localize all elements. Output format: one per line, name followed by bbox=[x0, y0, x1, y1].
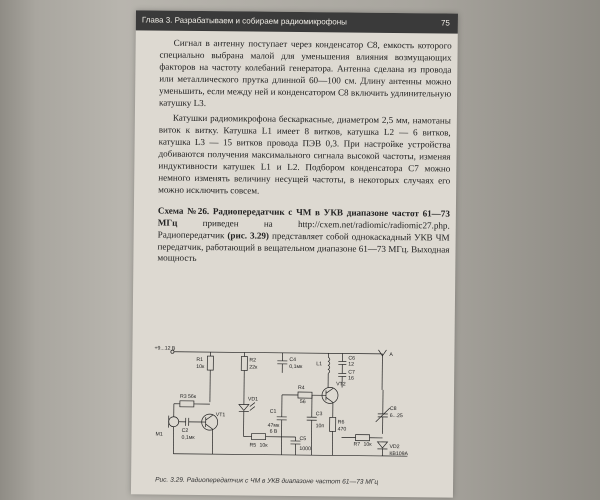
r5-label: R5 bbox=[249, 442, 257, 449]
c3-label: C3 bbox=[315, 411, 323, 418]
vd1-label: VD1 bbox=[247, 396, 259, 403]
scheme-paragraph bbox=[157, 205, 450, 268]
r7-resistor bbox=[356, 435, 370, 441]
r7-value: 10к bbox=[363, 441, 372, 448]
circuit-diagram bbox=[151, 342, 444, 473]
c1-label: C1 bbox=[269, 408, 277, 415]
supply-label: +9...12 В bbox=[154, 345, 176, 352]
c8-value: 6...25 bbox=[389, 412, 403, 420]
r6-label: R6 bbox=[337, 419, 345, 426]
figure-reference: (рис. 3.29) bbox=[227, 229, 270, 241]
antenna-label: A bbox=[389, 351, 393, 359]
m1-label: M1 bbox=[155, 431, 163, 438]
r2-value: 22к bbox=[249, 364, 258, 371]
l1-coil bbox=[328, 357, 330, 373]
r3-value: 56к bbox=[187, 393, 197, 400]
r3-resistor bbox=[180, 401, 194, 407]
c6-label: C6 bbox=[348, 355, 356, 362]
r5-value: 10к bbox=[259, 442, 268, 449]
scheme-title: Схема №26. Радиопередатчик с ЧМ в УКВ диапазоне частот 61—73 МГц bbox=[157, 205, 450, 228]
r1-resistor bbox=[207, 356, 213, 370]
vt1-label: VT1 bbox=[215, 412, 226, 419]
running-header bbox=[136, 10, 458, 33]
r1-value: 10к bbox=[196, 363, 205, 371]
m1-microphone bbox=[169, 417, 179, 427]
r4-label: R4 bbox=[298, 385, 305, 392]
r5-resistor bbox=[252, 434, 266, 440]
r2-resistor bbox=[241, 356, 247, 370]
book-page bbox=[131, 10, 458, 497]
c7-value: 16 bbox=[348, 375, 354, 382]
c2-label: C2 bbox=[181, 427, 189, 434]
c6-value: 12 bbox=[348, 361, 355, 368]
scheme-text-b: представляет собой однокаскадный УКВ ЧМ передатчик, работающий в вещательном диапазоне 61—73 МГц. Выходная мощность bbox=[157, 230, 450, 264]
c4-value: 0,1мк bbox=[289, 363, 303, 371]
r3-label: R3 bbox=[179, 393, 187, 400]
c4-label: C4 bbox=[289, 356, 297, 364]
r2-label: R2 bbox=[249, 357, 257, 364]
circuit-svg bbox=[151, 342, 444, 473]
vd1-led bbox=[239, 404, 249, 410]
c2-value: 0,1мк bbox=[181, 434, 195, 441]
c1-voltage: 6 В bbox=[269, 428, 278, 435]
vd2-value: КВ109А bbox=[389, 450, 409, 458]
c8-label: C8 bbox=[389, 405, 397, 413]
chapter-title: Глава 3. Разрабатываем и собираем радиомикрофоны bbox=[141, 15, 347, 27]
paragraph: Катушки радиомикрофона бескаркасные, диаметром 2,5 мм, намотаны виток к витку. Катушка L1 имеет 8 витков, катушка L2 — 6 витков, катушка L3 — 15 витков провода ПЭВ 0,3. При настройке устройства добиваются получения максимального сигнала высокой частоты, изменяя индуктивности катушек L1 и L2. Подбором конденсатора С7 можно немного изменять величину несущей частоты, в некоторых случаях его можно исключить совсем. bbox=[158, 113, 451, 196]
c1-value: 47мк bbox=[267, 422, 280, 429]
r4-value: 56 bbox=[299, 399, 306, 406]
scheme-text-a: приведен на http://cxem.net/radiomic/radiomic27.php. Радиопередатчик bbox=[157, 217, 450, 240]
vd2-label: VD2 bbox=[389, 443, 400, 451]
c7-label: C7 bbox=[348, 369, 355, 376]
r4-resistor bbox=[298, 392, 312, 398]
r6-value: 470 bbox=[337, 426, 347, 433]
c5-value: 1000 bbox=[299, 446, 312, 453]
l1-label: L1 bbox=[316, 361, 323, 368]
figure-caption: Рис. 3.29. Радиопередатчик с ЧМ в УКВ диапазоне частот 61—73 МГц bbox=[155, 476, 379, 486]
c3-value: 10п bbox=[315, 423, 325, 430]
body-text bbox=[157, 38, 451, 272]
vt2-label: VT2 bbox=[336, 381, 346, 388]
c5-label: C5 bbox=[299, 436, 307, 443]
paragraph: Сигнал в антенну поступает через конденсатор С8, емкость которого специально выбрана малой для уменьшения влияния возмущающих факторов на частоту колебаний генератора. Антенна сделана из провода или металлического прутка длинной 60—100 см. Длину антенны можно уменьшить, если между ней и конденсатором С8 включить удлинительную катушку L3. bbox=[158, 37, 452, 108]
vd2-varicap bbox=[377, 442, 387, 448]
r1-label: R1 bbox=[196, 356, 204, 364]
r6-resistor bbox=[330, 417, 336, 431]
r7-label: R7 bbox=[353, 441, 361, 448]
page-number: 75 bbox=[440, 18, 450, 28]
